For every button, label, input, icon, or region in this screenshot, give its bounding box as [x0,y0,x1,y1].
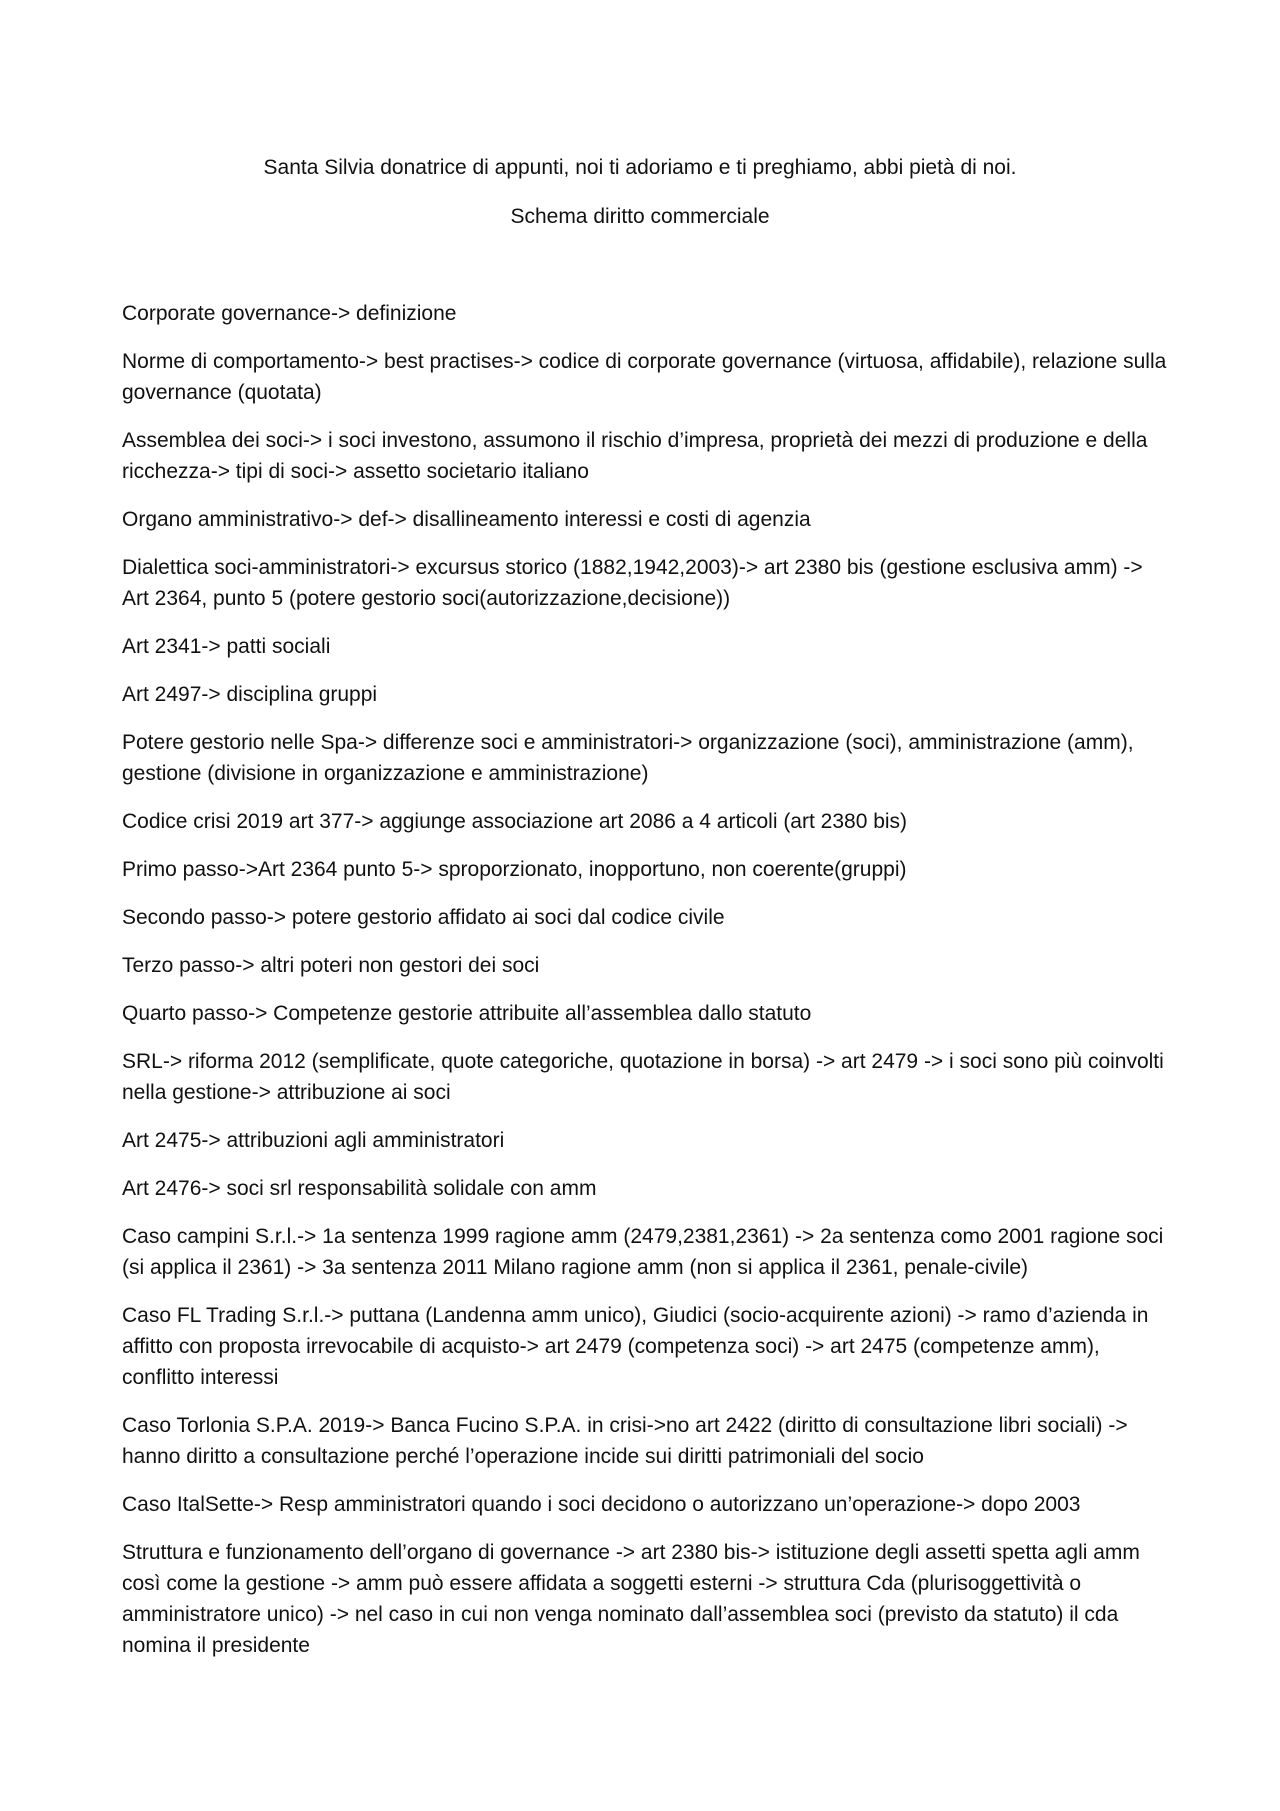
document-title: Schema diritto commerciale [510,205,770,228]
paragraph-art-2475: Art 2475-> attribuzioni agli amministratori [122,1129,505,1152]
paragraph-organo-amministrativo: Organo amministrativo-> def-> disallineamento interessi e costi di agenzia [122,508,811,531]
paragraph-codice-crisi: Codice crisi 2019 art 377-> aggiunge associazione art 2086 a 4 articoli (art 2380 bis) [122,810,908,833]
paragraph-art-2497: Art 2497-> disciplina gruppi [122,683,378,706]
paragraph-corporate-governance: Corporate governance-> definizione [122,302,457,325]
document-body [122,298,1172,1678]
paragraph-caso-fl-trading: Caso FL Trading S.r.l.-> puttana (Landenna amm unico), Giudici (socio-acquirente azioni) -> ramo d’azienda in affitto con proposta irrevocabile di acquisto-> art 2479 (competenza soci) -> art 2475 (competenze amm), conflitto interessi [122,1304,1149,1389]
paragraph-terzo-passo: Terzo passo-> altri poteri non gestori dei soci [122,954,540,977]
paragraph-caso-italsette: Caso ItalSette-> Resp amministratori quando i soci decidono o autorizzano un’operazione-> dopo 2003 [122,1493,1081,1516]
dedication-line: Santa Silvia donatrice di appunti, noi ti adoriamo e ti preghiamo, abbi pietà di noi. [263,156,1017,179]
paragraph-potere-gestorio: Potere gestorio nelle Spa-> differenze soci e amministratori-> organizzazione (soci), amministrazione (amm), gestione (divisione in organizzazione e amministrazione) [122,731,1134,785]
paragraph-struttura-funzionamento: Struttura e funzionamento dell’organo di governance -> art 2380 bis-> istituzione degli assetti spetta agli amm così come la gestione -> amm può essere affidata a soggetti esterni -> struttura Cda (plurisoggettività o amministratore unico) -> nel caso in cui non venga nominato dall’assemblea soci (previsto da statuto) il cda nomina il presidente [122,1541,1140,1657]
paragraph-quarto-passo: Quarto passo-> Competenze gestorie attribuite all’assemblea dallo statuto [122,1002,812,1025]
paragraph-primo-passo: Primo passo->Art 2364 punto 5-> sproporzionato, inopportuno, non coerente(gruppi) [122,858,907,881]
paragraph-norme-comportamento: Norme di comportamento-> best practises-> codice di corporate governance (virtuosa, affidabile), relazione sulla governance (quotata) [122,350,1167,404]
paragraph-srl-riforma: SRL-> riforma 2012 (semplificate, quote categoriche, quotazione in borsa) -> art 2479 -> i soci sono più coinvolti nella gestione-> attribuzione ai soci [122,1050,1164,1104]
paragraph-caso-campini: Caso campini S.r.l.-> 1a sentenza 1999 ragione amm (2479,2381,2361) -> 2a sentenza como 2001 ragione soci (si applica il 2361) -> 3a sentenza 2011 Milano ragione amm (non si applica il 2361, penale-civile) [122,1225,1164,1279]
paragraph-art-2341: Art 2341-> patti sociali [122,635,331,658]
paragraph-caso-torlonia: Caso Torlonia S.P.A. 2019-> Banca Fucino S.P.A. in crisi->no art 2422 (diritto di consultazione libri sociali) -> hanno diritto a consultazione perché l’operazione incide sui diritti patrimoniali del socio [122,1414,1128,1468]
paragraph-assemblea-soci: Assemblea dei soci-> i soci investono, assumono il rischio d’impresa, proprietà dei mezzi di produzione e della ricchezza-> tipi di soci-> assetto societario italiano [122,429,1148,483]
paragraph-art-2476: Art 2476-> soci srl responsabilità solidale con amm [122,1177,597,1200]
paragraph-dialettica-soci: Dialettica soci-amministratori-> excursus storico (1882,1942,2003)-> art 2380 bis (gestione esclusiva amm) -> Art 2364, punto 5 (potere gestorio soci(autorizzazione,decisione)) [122,556,1143,610]
paragraph-secondo-passo: Secondo passo-> potere gestorio affidato ai soci dal codice civile [122,906,725,929]
